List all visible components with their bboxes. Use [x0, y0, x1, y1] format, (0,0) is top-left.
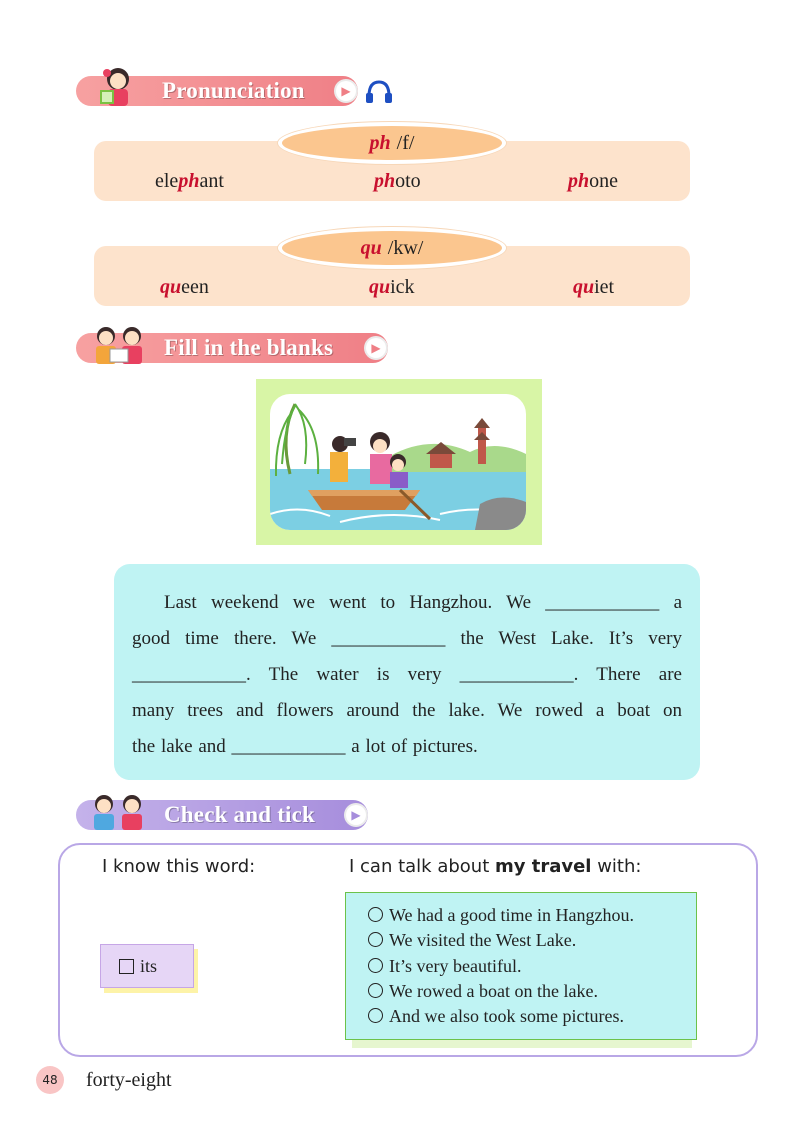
- radio-circle[interactable]: [368, 983, 383, 998]
- know-word-label: I know this word:: [102, 856, 256, 877]
- sentence-option-5[interactable]: And we also took some pictures.: [368, 1006, 624, 1027]
- radio-circle[interactable]: [368, 907, 383, 922]
- passage-line-3: ____________. The water is very ____________. There are: [132, 664, 682, 685]
- two-kids-icon: [88, 790, 150, 834]
- qu-sound-pill: [278, 227, 506, 269]
- qu-word-2: quick: [369, 276, 415, 298]
- ph-word-1: elephant: [155, 170, 224, 192]
- passage-line-1: Last weekend we went to Hangzhou. We ____________ a: [164, 592, 682, 613]
- radio-circle[interactable]: [368, 932, 383, 947]
- girl-with-book-icon: [94, 64, 142, 108]
- sentence-option-1[interactable]: We had a good time in Hangzhou.: [368, 905, 634, 926]
- play-arrow-icon: ▶: [364, 336, 388, 360]
- ph-sound-pill: [278, 122, 506, 164]
- word-checkbox[interactable]: [119, 959, 134, 974]
- ph-sound: /f/: [396, 131, 415, 154]
- talk-about-label: I can talk about my travel with:: [349, 856, 642, 877]
- check-tick-title: Check and tick: [164, 802, 316, 827]
- play-arrow-icon: ▶: [334, 79, 358, 103]
- ph-letters: ph: [369, 131, 391, 154]
- qu-letters: qu: [360, 236, 382, 259]
- sentence-option-2[interactable]: We visited the West Lake.: [368, 930, 576, 951]
- radio-circle[interactable]: [368, 1008, 383, 1023]
- passage-line-5: the lake and ____________ a lot of pictures.: [132, 736, 478, 757]
- word-its: its: [140, 955, 158, 976]
- ph-word-2: photo: [374, 170, 421, 192]
- pronunciation-title: Pronunciation: [162, 78, 305, 103]
- passage-line-2: good time there. We ____________ the West Lake. It’s very: [132, 628, 682, 649]
- sentence-option-4[interactable]: We rowed a boat on the lake.: [368, 981, 598, 1002]
- rowing-boat-illustration: [270, 394, 526, 530]
- play-arrow-icon: ▶: [344, 803, 368, 827]
- page-number-words: forty-eight: [86, 1069, 172, 1091]
- two-kids-icon: [90, 322, 152, 366]
- qu-sound: /kw/: [387, 236, 424, 259]
- qu-word-3: quiet: [573, 276, 615, 298]
- page-number-badge: [36, 1066, 64, 1094]
- fill-blanks-title: Fill in the blanks: [164, 335, 334, 360]
- radio-circle[interactable]: [368, 958, 383, 973]
- passage-line-4: many trees and flowers around the lake. We rowed a boat on: [132, 700, 682, 721]
- sentence-option-3[interactable]: It’s very beautiful.: [368, 956, 521, 977]
- qu-word-1: queen: [160, 276, 209, 298]
- headphones-icon[interactable]: [364, 78, 394, 106]
- ph-word-3: phone: [568, 170, 619, 192]
- word-checkbox-card[interactable]: [100, 944, 194, 988]
- fill-blanks-passage: [114, 564, 700, 780]
- page-number: 48: [42, 1073, 58, 1087]
